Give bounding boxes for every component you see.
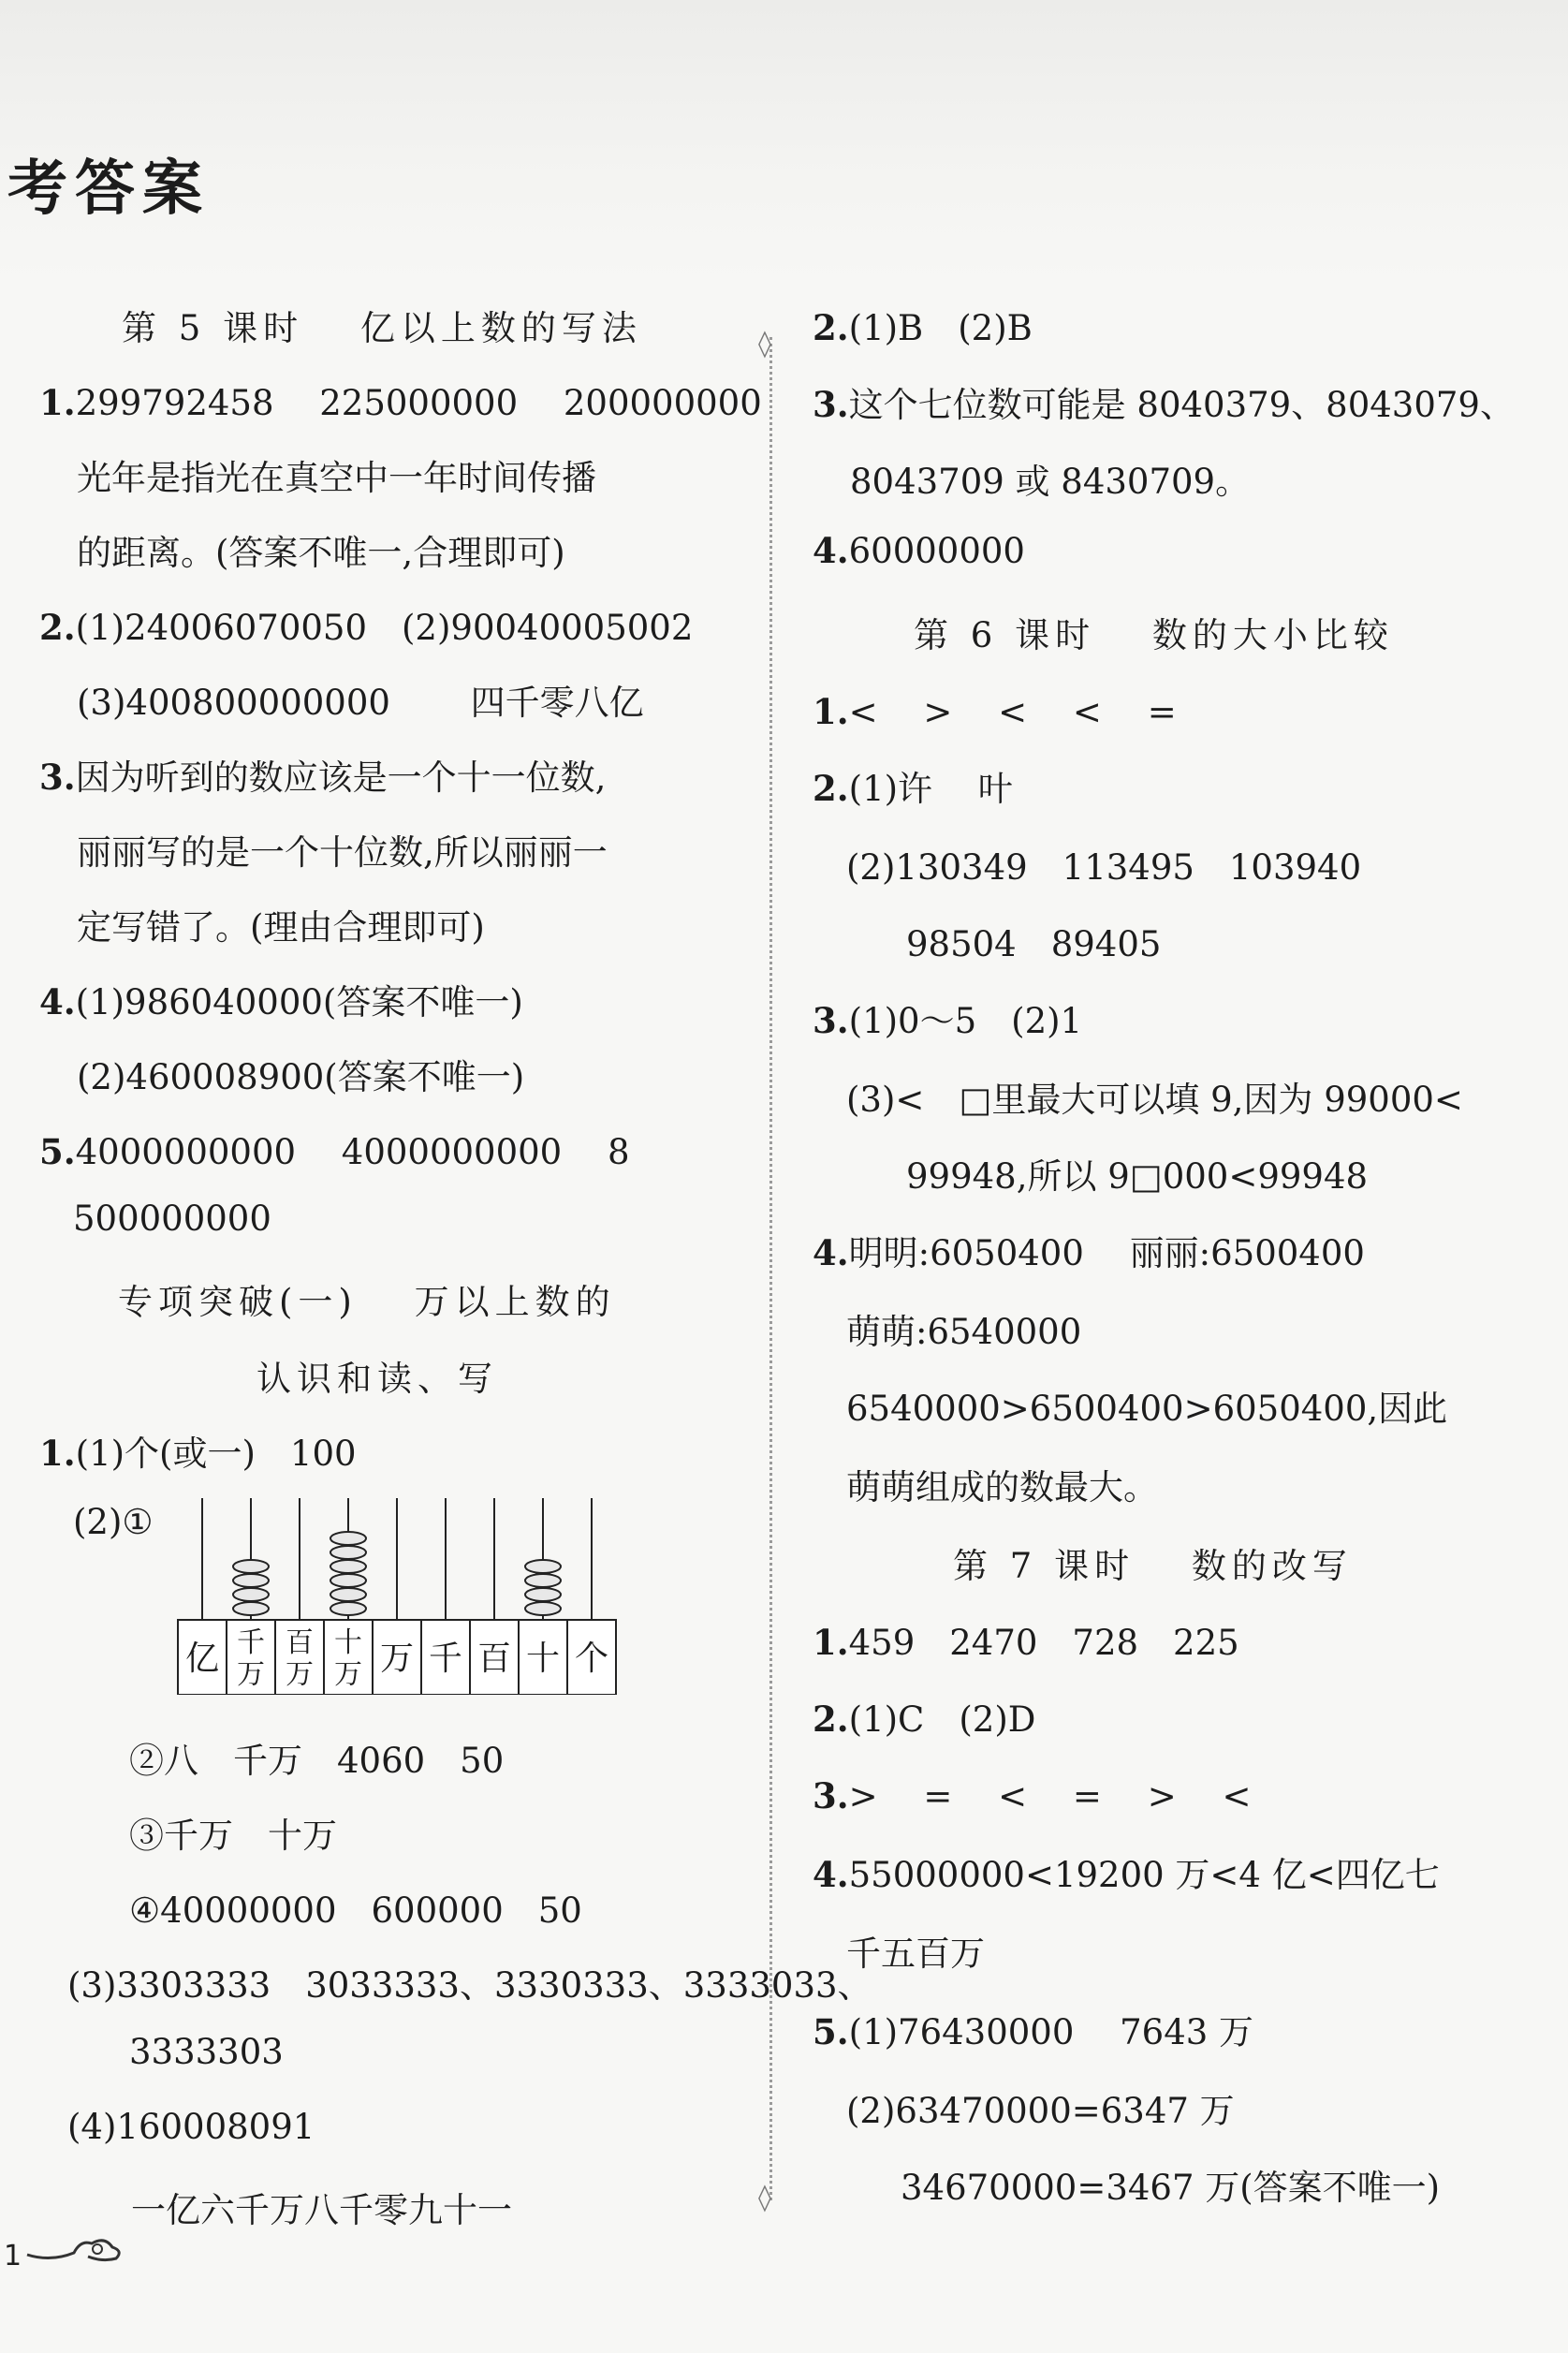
answer-text: 定写错了。(理由合理即可) bbox=[77, 907, 485, 948]
abacus-bead bbox=[525, 1588, 561, 1601]
answer-text: (4)160008091 bbox=[67, 2107, 315, 2147]
question-number: 1. bbox=[39, 382, 76, 423]
answer-text: (2)130349 113495 103940 bbox=[846, 847, 1362, 888]
answer-text: 因为听到的数应该是一个十一位数, bbox=[75, 757, 607, 798]
abacus-label: 千 bbox=[428, 1640, 463, 1678]
abacus-bead bbox=[233, 1560, 269, 1573]
answer-text: 光年是指光在真空中一年时间传播 bbox=[77, 458, 596, 498]
column-divider bbox=[769, 337, 772, 2200]
answer-text: (1)个(或一) 100 bbox=[75, 1434, 357, 1474]
divider-ornament-top: ◊ bbox=[758, 328, 771, 359]
question-number: 4. bbox=[813, 530, 849, 571]
answer-text: 丽丽写的是一个十位数,所以丽丽一 bbox=[77, 832, 608, 873]
answer-text: 98504 89405 bbox=[906, 924, 1162, 964]
answer-text: (1)C (2)D bbox=[848, 1699, 1036, 1740]
answer-text: 专项突破(一) 万以上数的 bbox=[118, 1282, 616, 1322]
abacus-label: 个 bbox=[574, 1640, 609, 1678]
answer-text: 萌萌:6540000 bbox=[846, 1312, 1082, 1352]
answer-text: (3)400800000000 四千零八亿 bbox=[77, 683, 644, 723]
abacus-label: 千 bbox=[237, 1626, 265, 1659]
abacus-bead bbox=[233, 1602, 269, 1615]
abacus-label: 十 bbox=[334, 1626, 362, 1659]
answer-text: ③千万 十万 bbox=[129, 1816, 337, 1856]
abacus-bead bbox=[330, 1588, 366, 1601]
answer-text: (2)63470000=6347 万 bbox=[846, 2091, 1235, 2131]
answer-text: (1)0～5 (2)1 bbox=[848, 1001, 1083, 1041]
answer-text: 3333303 bbox=[129, 2032, 284, 2072]
abacus-bead bbox=[233, 1588, 269, 1601]
abacus-bead bbox=[330, 1574, 366, 1587]
answer-text: (1)76430000 7643 万 bbox=[848, 2012, 1254, 2052]
cloud-ornament-icon bbox=[22, 2228, 125, 2266]
answer-text: 第 7 课时 数的改写 bbox=[953, 1546, 1353, 1586]
answer-text: > = < = > < bbox=[848, 1776, 1252, 1816]
answer-text: (2)① bbox=[73, 1502, 154, 1542]
abacus-label: 万 bbox=[379, 1640, 415, 1678]
answer-text: ④40000000 600000 50 bbox=[129, 1890, 582, 1931]
answer-text: 8043709 或 8430709。 bbox=[850, 462, 1251, 502]
abacus-label: 万 bbox=[237, 1658, 265, 1691]
question-number: 2. bbox=[813, 307, 849, 348]
answer-text: 的距离。(答案不唯一,合理即可) bbox=[77, 533, 565, 573]
abacus-bead bbox=[525, 1602, 561, 1615]
abacus-bead bbox=[330, 1602, 366, 1615]
answer-text: < > < < = bbox=[848, 692, 1177, 732]
answer-text: 99948,所以 9□000<99948 bbox=[906, 1156, 1369, 1197]
answer-text: (1)24006070050 (2)90040005002 bbox=[75, 608, 694, 648]
header-band bbox=[0, 0, 1568, 281]
answer-text: (2)460008900(答案不唯一) bbox=[77, 1057, 525, 1097]
question-number: 1. bbox=[813, 691, 849, 732]
abacus-label: 亿 bbox=[184, 1640, 220, 1678]
divider-ornament-bottom: ◊ bbox=[758, 2182, 771, 2213]
answer-text: 55000000<19200 万<4 亿<四亿七 bbox=[848, 1855, 1440, 1895]
answer-text: (3)3303333 3033333、3330333、3333033、 bbox=[67, 1965, 872, 2006]
answer-text: (1)986040000(答案不唯一) bbox=[75, 982, 523, 1022]
abacus-label: 万 bbox=[334, 1658, 362, 1691]
question-number: 4. bbox=[813, 1232, 849, 1273]
question-number: 5. bbox=[39, 1131, 76, 1172]
answer-text: 萌萌组成的数最大。 bbox=[846, 1467, 1158, 1507]
answer-text: 6540000>6500400>6050400,因此 bbox=[846, 1389, 1448, 1429]
answer-text: 第 5 课时 亿以上数的写法 bbox=[122, 308, 642, 348]
answer-text: 这个七位数可能是 8040379、8043079、 bbox=[848, 385, 1515, 425]
answer-text: 第 6 课时 数的大小比较 bbox=[914, 615, 1394, 655]
abacus-label: 十 bbox=[525, 1640, 561, 1678]
question-number: 3. bbox=[39, 757, 76, 798]
question-number: 2. bbox=[39, 607, 76, 648]
answer-text: 千五百万 bbox=[846, 1934, 985, 1974]
question-number: 4. bbox=[39, 981, 76, 1022]
question-number: 5. bbox=[813, 2011, 849, 2052]
abacus-bead bbox=[330, 1560, 366, 1573]
question-number: 3. bbox=[813, 1000, 849, 1041]
page-title: 考答案 bbox=[7, 154, 210, 224]
answer-text: (1)许 叶 bbox=[848, 769, 1013, 809]
abacus-bead bbox=[525, 1574, 561, 1587]
question-number: 3. bbox=[813, 1775, 849, 1816]
abacus-bead bbox=[330, 1532, 366, 1545]
answer-text: 500000000 bbox=[73, 1199, 271, 1239]
question-number: 3. bbox=[813, 384, 849, 425]
answer-text: 4000000000 4000000000 8 bbox=[75, 1132, 630, 1172]
abacus-label: 百 bbox=[476, 1640, 512, 1678]
answer-text: ②八 千万 4060 50 bbox=[129, 1741, 505, 1781]
answer-text: 认识和读、写 bbox=[256, 1359, 498, 1399]
question-number: 2. bbox=[813, 1699, 849, 1740]
answer-text: (1)B (2)B bbox=[848, 308, 1033, 348]
question-number: 1. bbox=[39, 1433, 76, 1474]
abacus-diagram bbox=[174, 1489, 623, 1695]
answer-text: 459 2470 728 225 bbox=[848, 1623, 1239, 1663]
answer-text: 明明:6050400 丽丽:6500400 bbox=[848, 1233, 1365, 1273]
answer-text: 299792458 225000000 200000000 bbox=[75, 383, 762, 423]
abacus-label: 百 bbox=[286, 1626, 314, 1659]
abacus-bead bbox=[233, 1574, 269, 1587]
question-number: 2. bbox=[813, 768, 849, 809]
answer-text: (3)< □里最大可以填 9,因为 99000< bbox=[846, 1080, 1463, 1120]
answer-text: 34670000=3467 万(答案不唯一) bbox=[901, 2168, 1441, 2208]
answer-text: 60000000 bbox=[848, 531, 1025, 571]
abacus-bead bbox=[330, 1546, 366, 1559]
page-number: 1 bbox=[4, 2240, 22, 2272]
abacus-bead bbox=[525, 1560, 561, 1573]
abacus-label: 万 bbox=[286, 1658, 314, 1691]
answer-text: 一亿六千万八千零九十一 bbox=[131, 2190, 512, 2230]
question-number: 1. bbox=[813, 1622, 849, 1663]
question-number: 4. bbox=[813, 1854, 849, 1895]
